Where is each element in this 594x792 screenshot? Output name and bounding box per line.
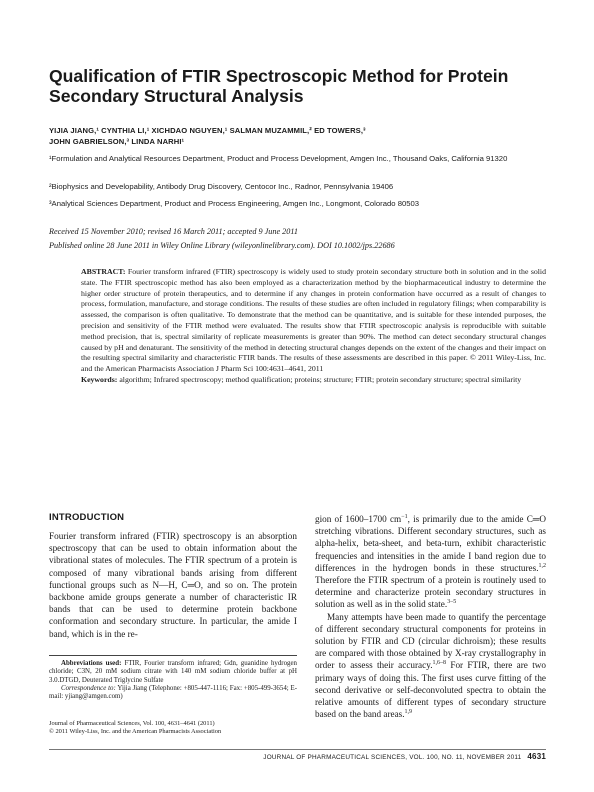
keywords-text: algorithm; Infrared spectroscopy; method qualification; proteins; structure; FTIR; protein secondary structure; spectral similarity [119, 374, 522, 384]
correspondence-text: Yijia Jiang (Telephone: +805-447-1116; Fax: +805-499-3654; E-mail: yjiang@amgen.com) [49, 684, 298, 701]
footnote-divider [49, 655, 297, 656]
text-run: Therefore the FTIR spectrum of a protein is routinely used to determine and characterize protein secondary structures in solution as well as in the solid state. [315, 575, 546, 610]
abbreviations-label: Abbreviations used: [61, 660, 122, 667]
abbreviations-footnote [49, 660, 297, 685]
intro-paragraph-2 [315, 611, 546, 721]
abstract-body [81, 267, 546, 375]
intro-paragraph-1: Fourier transform infrared (FTIR) spectroscopy is an absorption spectroscopy that can be used to obtain information about the vibrational states of molecules. The FTIR spectrum of a protein is composed of many vibrational bands arising from different functional groups such as N—H, C═O, and so on. The protein backbone amide groups generate a number of characteristic IR bands that can be used to determine protein backbone conformation and secondary structure. In particular, the amide I band, which is in the re- [49, 531, 297, 639]
affiliation-2: ²Biophysics and Developability, Antibody Drug Discovery, Centocor Inc., Radnor, Pennsylvania 19406 [49, 182, 394, 191]
abstract-label: ABSTRACT: [81, 267, 126, 276]
correspondence-label: Correspondence to: [61, 684, 116, 692]
keywords-line [81, 375, 546, 386]
footnotes-block [49, 660, 297, 701]
text-run: For FTIR, there are two primary ways of doing this. The first uses curve fitting of the second derivative or self-deconvoluted spectra to obtain the relative amounts of different types of secondary structure based on the band areas. [315, 660, 546, 720]
journal-citation: Journal of Pharmaceutical Sciences, Vol. 100, 4631–4641 (2011) [49, 720, 215, 727]
text-run: gion of 1600–1700 cm [315, 514, 402, 524]
copyright-notice: © 2011 Wiley-Liss, Inc. and the American Pharmacists Association [49, 728, 222, 735]
keywords-label: Keywords: [81, 374, 118, 384]
abstract-text: Fourier transform infrared (FTIR) spectroscopy is widely used to study protein secondary structure both in solution and in the solid state. The FTIR spectroscopic method has also been employed as a characterization method by the biopharmaceutical industry to determine the higher order structure of protein therapeutics, and to determine if any changes in protein conformation have occurred as a result of changes to process, formulation, manufacture, and storage conditions. The results of these studies are often included in regulatory filings; when comparability is assessed, the comparison is often qualitative. To demonstrate that the method can be quantitative, and is suitable for these intended purposes, the precision and sensitivity of the FTIR method were evaluated. The results show that FTIR spectroscopic analysis is reproducible with suitable method precision, that is, spectral similarity of replicate measurements is greater than 90%. The method can detect secondary structural changes caused by pH and denaturant. The sensitivity of the method in detecting structural changes depends on the extent of the changes and their impact on the resulting spectral similarity and characteristic FTIR bands. The results of these assessments are described in this paper. © 2011 Wiley-Liss, Inc. and the American Pharmacists Association J Pharm Sci 100:4631–4641, 2011 [81, 267, 546, 374]
citation-superscript: 1,6–8 [432, 660, 446, 667]
running-footer [49, 752, 546, 761]
text-run: , is primarily due to the amide C═O stretching vibrations. Different secondary structures, such as alpha-helix, beta-sheet, and beta-turn, exhibit characteristic frequencies and intensities in the amide I band region due to differences in the hydrogen bonds in these structures. [315, 514, 546, 573]
citation-superscript: 1,9 [404, 709, 413, 716]
footer-divider [49, 749, 546, 750]
received-dates: Received 15 November 2010; revised 16 March 2011; accepted 9 June 2011 [49, 227, 298, 236]
abbreviations-text: FTIR, Fourier transform infrared; Gdn, guanidine hydrogen chloride; C3N, 20 mM sodium citrate with 140 mM sodium chloride buffer at pH 3.0.DTGD, Deuterated Triglycine Sulfate [49, 660, 298, 684]
affiliation-1: ¹Formulation and Analytical Resources Department, Product and Process Development, Amgen Inc., Thousand Oaks, California 91320 [49, 154, 508, 163]
published-info: Published online 28 June 2011 in Wiley Online Library (wileyonlinelibrary.com). DOI 10.1002/jps.22686 [49, 241, 395, 250]
introduction-heading: INTRODUCTION [49, 512, 125, 523]
page-number: 4631 [527, 752, 546, 761]
citation-superscript: 1,2 [538, 562, 546, 569]
correspondence-footnote [49, 685, 297, 702]
authors-line-2: JOHN GABRIELSON,³ LINDA NARHI¹ [49, 137, 185, 146]
text-run: Many attempts have been made to quantify the percentage of different secondary structural components for proteins in solution by FTIR and CD (circular dichroism); these results are compared with those obtained by X-ray crystallography in order to assess their accuracy. [315, 611, 546, 671]
superscript: −1 [401, 513, 408, 520]
affiliation-3: ³Analytical Sciences Department, Product and Process Engineering, Amgen Inc., Longmont, Colorado 80503 [49, 199, 420, 208]
intro-paragraph-1-cont [315, 513, 546, 611]
article-title: Qualification of FTIR Spectroscopic Method for Protein Secondary Structural Analysis [49, 66, 509, 106]
citation-superscript: 3–5 [447, 599, 457, 606]
intro-left-column [49, 530, 297, 640]
abstract-block [81, 267, 546, 386]
intro-right-column [315, 513, 546, 720]
authors-line-1: YIJIA JIANG,¹ CYNTHIA LI,¹ XICHDAO NGUYEN,¹ SALMAN MUZAMMIL,² ED TOWERS,³ [49, 126, 366, 135]
journal-citation-block [49, 720, 297, 736]
footer-journal: JOURNAL OF PHARMACEUTICAL SCIENCES, VOL. 100, NO. 11, NOVEMBER 2011 [263, 754, 522, 761]
author-list [49, 125, 549, 147]
